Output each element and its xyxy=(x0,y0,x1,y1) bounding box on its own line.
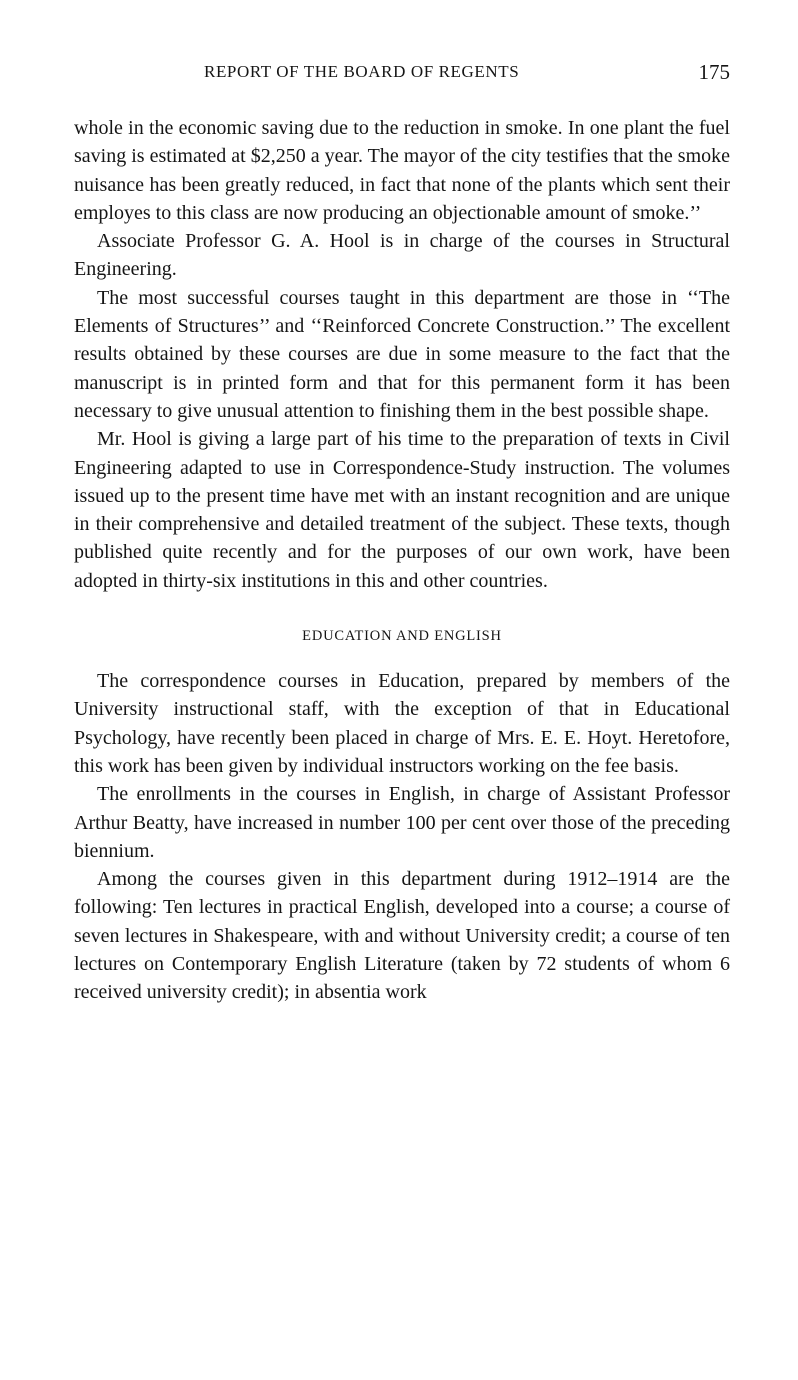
paragraph: The enrollments in the courses in English, in charge of Assistant Professor Arthur Beatty, have increased in number 100 per cent over those of the preceding biennium. xyxy=(74,783,730,862)
page-number: 175 xyxy=(698,60,730,84)
document-page xyxy=(74,58,730,1007)
running-title: REPORT OF THE BOARD OF REGENTS xyxy=(204,62,520,81)
paragraph: Associate Professor G. A. Hool is in charge of the courses in Structural Engineering. xyxy=(74,230,730,281)
running-header xyxy=(74,58,730,92)
paragraph: Among the courses given in this department during 1912–1914 are the following: Ten lectures in practical English, developed into a course; a course of seven lectures in Shakespeare, with and without University credit; a course of ten lectures on Contemporary English Literature (taken by 72 students of whom 6 received university credit); in absentia work xyxy=(74,868,730,1004)
paragraph: The most successful courses taught in this department are those in ‘‘The Elements of Structures’’ and ‘‘Reinforced Concrete Construction.’’ The excellent results obtained by these courses are due in some measure to the fact that the manuscript is in printed form and that for this permanent form it has been necessary to give unusual attention to finishing them in the best possible shape. xyxy=(74,286,730,422)
paragraph: whole in the economic saving due to the reduction in smoke. In one plant the fuel saving is estimated at $2,250 a year. The mayor of the city testifies that the smoke nuisance has been greatly reduced, in fact that none of the plants which sent their employes to this class are now producing an objectionable amount of smoke.’’ xyxy=(74,117,730,224)
paragraph: Mr. Hool is giving a large part of his time to the preparation of texts in Civil Engineering adapted to use in Correspondence-Study instruction. The volumes issued up to the present time have met with an instant recognition and are unique in their comprehensive and detailed treatment of the subject. These texts, though published quite recently and for the purposes of our own work, have been adopted in thirty-six institutions in this and other countries. xyxy=(74,428,730,592)
paragraph: The correspondence courses in Education, prepared by members of the University instructional staff, with the exception of that in Educational Psychology, have recently been placed in charge of Mrs. E. E. Hoyt. Heretofore, this work has been given by individual instructors working on the fee basis. xyxy=(74,670,730,777)
body-text xyxy=(74,114,730,1007)
section-heading: EDUCATION AND ENGLISH xyxy=(302,628,502,645)
